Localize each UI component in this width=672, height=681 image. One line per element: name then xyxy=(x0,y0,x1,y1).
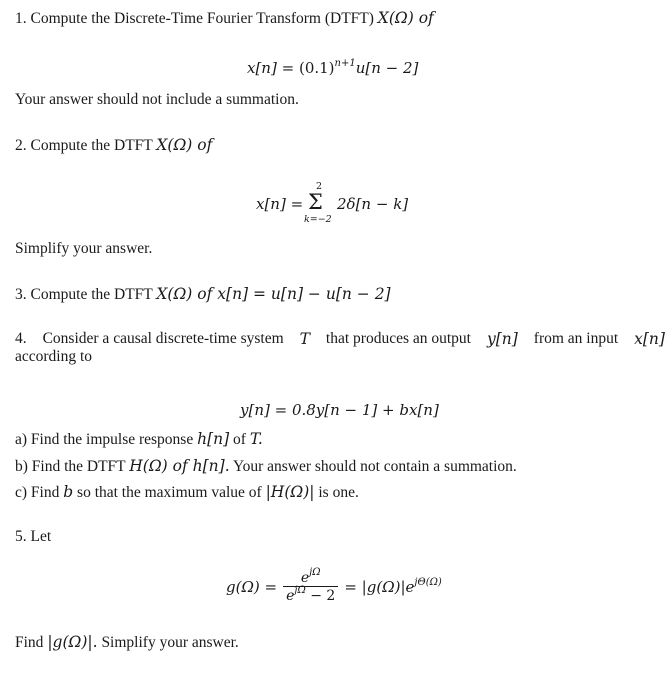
problem-4-part-c: c) Find b so that the maximum value of |H(Ω)| is one. xyxy=(15,483,359,501)
problem-2-statement: 2. Compute the DTFT X(Ω) of xyxy=(15,136,213,154)
problem-2-lhs: x[n] = xyxy=(256,195,304,213)
problem-4-line-1: 4. Consider a causal discrete-time system T that produces an output y[n] from an input x[n] xyxy=(15,330,665,348)
problem-4-line-2: according to xyxy=(15,348,93,365)
problem-1-text: Compute the Discrete-Time Fourier Transform (DTFT) xyxy=(30,10,374,27)
problem-2-summand: 2δ[n − k] xyxy=(337,195,409,213)
problem-5-statement: 5. Let xyxy=(15,528,52,545)
summation-upper-limit: 2 xyxy=(316,181,323,192)
problem-1-symbol: X(Ω) of xyxy=(377,9,434,27)
problem-5-rhs: = $|g(\Omega)|e^{j\Theta(\Omega)}$ xyxy=(344,577,442,596)
problem-1-equation: $x[n] = (0.1)^{n+1}u[n - 2]$ xyxy=(247,58,419,77)
problem-4-equation: y[n] = 0.8y[n − 1] + bx[n] xyxy=(240,401,439,419)
problem-5-fraction xyxy=(283,567,338,604)
fraction-numerator: $e^{j\Omega}$ xyxy=(300,567,321,586)
problem-2-note: Simplify your answer. xyxy=(15,240,153,257)
problem-5-find: Find |g(Ω)|. Simplify your answer. xyxy=(15,633,239,651)
problem-4-part-b: b) Find the DTFT H(Ω) of h[n]. Your answer should not contain a summation. xyxy=(15,457,517,475)
fraction-denominator: $e^{j\Omega} - 2$ xyxy=(283,586,338,604)
problem-4-part-a: a) Find the impulse response h[n] of T. xyxy=(15,430,263,448)
summation-lower-limit: k=−2 xyxy=(304,214,332,225)
problem-5-equation xyxy=(226,567,442,604)
problem-5-lhs: g(Ω) = xyxy=(226,578,278,596)
problem-1-statement xyxy=(15,9,434,28)
problem-3-statement: 3. Compute the DTFT X(Ω) of x[n] = u[n] − u[n − 2] xyxy=(15,285,391,303)
problem-1-note: Your answer should not include a summation. xyxy=(15,91,299,108)
summation-sign: Σ xyxy=(308,190,323,214)
problem-1-number: 1. xyxy=(15,10,27,27)
